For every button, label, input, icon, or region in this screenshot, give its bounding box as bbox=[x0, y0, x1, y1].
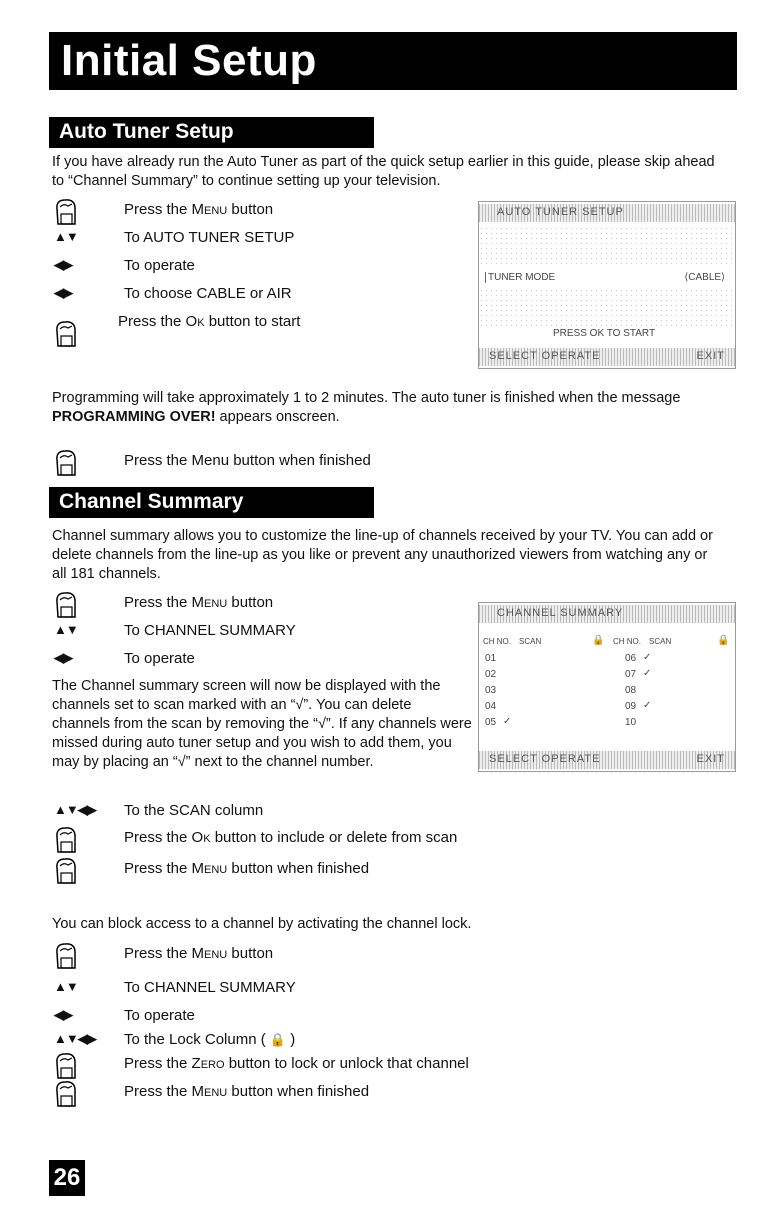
lock-step-press-zero: Press the Zero button to lock or unlock that channel bbox=[52, 1055, 492, 1079]
channel-summary-intro: Channel summary allows you to customize the line-up of channels received by your TV. You can add or delete channels from the line-up as you like or prevent any unauthorized viewers from watching any or all 181 channels. bbox=[52, 528, 713, 582]
remote-button-icon bbox=[52, 1051, 80, 1081]
channel-summary-osd-screen: CHANNEL SUMMARY CH NO. SCAN 🔒 CH NO. SCAN 🔒 01 02 03 04 05 ✓ 06 ✓ 07 ✓ 08 09 ✓ 10 SELECT OPERATE EXIT bbox=[478, 602, 736, 772]
up-down-arrows-icon: ▲▼ bbox=[54, 979, 78, 994]
remote-button-icon bbox=[52, 448, 80, 478]
lock-icon: 🔒 bbox=[717, 635, 730, 646]
osd-channel: 04 bbox=[485, 701, 497, 712]
auto-tuner-osd-screen bbox=[478, 201, 736, 369]
remote-button-icon bbox=[52, 856, 80, 886]
step-menu-finished: Press the Menu button when finished bbox=[52, 452, 492, 476]
osd-header: CHANNEL SUMMARY bbox=[479, 605, 735, 623]
osd-channel: 02 bbox=[485, 669, 497, 680]
left-right-arrows-icon: ◀▶ bbox=[54, 257, 72, 272]
osd-channel: 01 bbox=[485, 653, 497, 664]
scan-check-icon: ✓ bbox=[643, 700, 652, 711]
lock-icon: 🔒 bbox=[269, 1032, 287, 1047]
remote-button-icon bbox=[52, 825, 80, 855]
remote-button-icon bbox=[52, 319, 80, 349]
channel-summary-description: The Channel summary screen will now be displayed with the channels set to scan marked with an “√”. You can delete channels from the scan by removing the “√”. If any channels were missed during auto tuner setup and you wish to add them, you may by placing an “√” next to the channel number. bbox=[52, 678, 472, 770]
remote-button-icon bbox=[52, 197, 80, 227]
left-right-arrows-icon: ◀▶ bbox=[54, 650, 72, 665]
osd-channel: 10 bbox=[625, 717, 637, 728]
page-number: 26 bbox=[49, 1160, 85, 1196]
osd-press-ok-text: PRESS OK TO START bbox=[553, 328, 656, 339]
lock-step-menu-finished: Press the Menu button when finished bbox=[52, 1083, 492, 1107]
lock-step-to-operate: ◀▶ To operate bbox=[54, 1007, 195, 1024]
osd-channel: 03 bbox=[485, 685, 497, 696]
page-title: Initial Setup bbox=[61, 36, 317, 85]
lock-intro: You can block access to a channel by activating the channel lock. bbox=[52, 916, 472, 932]
channel-summary-heading: Channel Summary bbox=[59, 490, 244, 513]
osd-header: AUTO TUNER SETUP bbox=[479, 204, 735, 222]
cs-step-to-operate: ◀▶ To operate bbox=[54, 650, 195, 667]
remote-button-icon bbox=[52, 941, 80, 971]
auto-tuner-heading: Auto Tuner Setup bbox=[59, 120, 234, 143]
osd-tuner-mode-label: TUNER MODE bbox=[485, 272, 555, 283]
left-right-arrows-icon: ◀▶ bbox=[54, 285, 72, 300]
step-press-menu: Press the Menu button bbox=[52, 201, 492, 225]
step-choose-cable-air: ◀▶ To choose CABLE or AIR bbox=[54, 285, 292, 302]
page-title-bar bbox=[49, 32, 737, 90]
cs-step-to-channel-summary: ▲▼ To CHANNEL SUMMARY bbox=[54, 622, 296, 639]
scan-step-to-column: ▲▼◀▶ To the SCAN column bbox=[54, 802, 264, 819]
cs-step-press-menu: Press the Menu button bbox=[52, 594, 492, 618]
four-way-arrows-icon: ▲▼◀▶ bbox=[54, 802, 96, 817]
left-right-arrows-icon: ◀▶ bbox=[54, 1007, 72, 1022]
auto-tuner-heading-bar bbox=[49, 117, 374, 148]
up-down-arrows-icon: ▲▼ bbox=[54, 229, 78, 244]
programming-text: Programming will take approximately 1 to 2 minutes. The auto tuner is finished when the message PROGRAMMING OVER! appears onscreen. bbox=[52, 390, 681, 425]
scan-step-press-ok: Press the Ok button to include or delete from scan bbox=[52, 829, 492, 853]
osd-channel: 05 bbox=[485, 717, 497, 728]
lock-icon: 🔒 bbox=[592, 635, 605, 646]
remote-button-icon bbox=[52, 590, 80, 620]
osd-tuner-mode-value: ⟨CABLE⟩ bbox=[684, 272, 725, 283]
auto-tuner-intro: If you have already run the Auto Tuner as part of the quick setup earlier in this guide, please skip ahead to “Channel Summary” to continue setting up your television. bbox=[52, 154, 715, 189]
lock-step-press-menu: Press the Menu button bbox=[52, 945, 492, 969]
scan-check-icon: ✓ bbox=[503, 716, 512, 727]
osd-channel: 07 bbox=[625, 669, 637, 680]
osd-channel: 09 bbox=[625, 701, 637, 712]
lock-step-to-channel-summary: ▲▼ To CHANNEL SUMMARY bbox=[54, 979, 296, 996]
lock-step-to-lock-column: ▲▼◀▶ To the Lock Column ( 🔒 ) bbox=[54, 1031, 296, 1048]
four-way-arrows-icon: ▲▼◀▶ bbox=[54, 1031, 96, 1046]
scan-check-icon: ✓ bbox=[643, 652, 652, 663]
scan-step-menu-finished: Press the Menu button when finished bbox=[52, 860, 492, 884]
up-down-arrows-icon: ▲▼ bbox=[54, 622, 78, 637]
osd-footer: SELECT OPERATE EXIT bbox=[479, 348, 735, 366]
osd-channel: 06 bbox=[625, 653, 637, 664]
osd-footer: SELECT OPERATE EXIT bbox=[479, 751, 735, 769]
osd-channel: 08 bbox=[625, 685, 637, 696]
step-to-auto-tuner: ▲▼ To AUTO TUNER SETUP bbox=[54, 229, 295, 246]
channel-summary-heading-bar bbox=[49, 487, 374, 518]
step-press-ok: Press the Ok button to start bbox=[52, 313, 492, 337]
step-to-operate: ◀▶ To operate bbox=[54, 257, 195, 274]
remote-button-icon bbox=[52, 1079, 80, 1109]
scan-check-icon: ✓ bbox=[643, 668, 652, 679]
